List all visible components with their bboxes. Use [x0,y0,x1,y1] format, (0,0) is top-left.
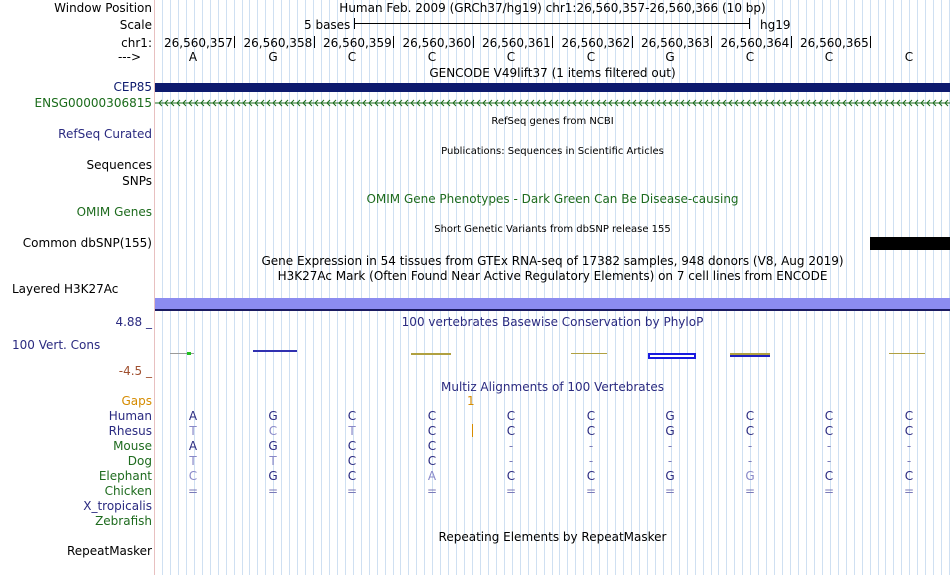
species-label-dog[interactable]: Dog [127,454,152,468]
alignment-base-mouse: - [508,439,514,453]
ruler-position: 26,560,365 [800,36,869,50]
ruler-position: 26,560,359 [323,36,392,50]
gencode-track-title: GENCODE V49lift37 (1 items filtered out) [429,66,676,80]
alignment-base-mouse: - [588,439,594,453]
alignment-base-elephant: C [586,469,596,483]
ruler-tick [234,36,235,48]
alignment-base-dog: - [747,454,753,468]
alignment-base-dog: T [269,454,277,468]
alignment-base-human: C [904,409,914,423]
alignment-base-rhesus: G [665,424,675,438]
alignment-base-chicken: = [187,484,199,498]
ruler-position: 26,560,364 [720,36,790,50]
alignment-base-chicken: = [664,484,676,498]
ruler-position: 26,560,357 [164,36,233,50]
track-label-refseq[interactable]: RefSeq Curated [58,127,152,141]
track-label-snps[interactable]: SNPs [122,174,152,188]
cons-min-label: -4.5 _ [118,364,152,378]
browser-track-image[interactable] [155,0,950,575]
multiz-track-title: Multiz Alignments of 100 Vertebrates [440,380,665,394]
ruler-tick [314,36,315,48]
track-label-omim[interactable]: OMIM Genes [76,205,152,219]
alignment-base-dog: - [906,454,912,468]
alignment-base-dog: - [508,454,514,468]
alignment-base-human: G [665,409,675,423]
sequence-base: C [824,50,834,64]
dbsnp-variant-block[interactable] [870,237,950,250]
scale-bar-left-cap [354,18,355,29]
cons-max-label: 4.88 _ [115,315,152,329]
alignment-base-mouse: C [427,439,437,453]
ruler-position: 26,560,360 [402,36,472,50]
alignment-base-mouse: C [347,439,357,453]
alignment-base-mouse: - [667,439,673,453]
species-label-rhesus[interactable]: Rhesus [108,424,152,438]
scale-bar-right-cap [749,18,750,29]
track-label-repeatmasker[interactable]: RepeatMasker [66,544,152,558]
alignment-base-dog: T [189,454,197,468]
window-position-text: Human Feb. 2009 (GRCh37/hg19) chr1:26,560,357-26,560,366 (10 bp) [339,1,766,15]
alignment-base-chicken: = [426,484,438,498]
ruler-tick [393,36,394,48]
alignment-base-rhesus: C [506,424,516,438]
alignment-base-rhesus: T [189,424,197,438]
track-label-dbsnp[interactable]: Common dbSNP(155) [22,236,152,250]
h3k27ac-track-title: H3K27Ac Mark (Often Found Near Active Regulatory Elements) on 7 cell lines from ENCODE [277,269,828,283]
alignment-base-human: C [427,409,437,423]
alignment-base-dog: - [667,454,673,468]
track-label-ensg[interactable]: ENSG00000306815 [34,96,152,110]
alignment-base-elephant: G [268,469,278,483]
alignment-base-dog: - [826,454,832,468]
cep85-gene-bar[interactable] [155,83,950,92]
alignment-base-elephant: C [904,469,914,483]
alignment-base-chicken: = [346,484,358,498]
publications-track-title: Publications: Sequences in Scientific Articles [441,146,664,157]
sequence-base: A [188,50,198,64]
species-label-elephant[interactable]: Elephant [98,469,152,483]
alignment-base-chicken: = [903,484,915,498]
alignment-base-chicken: = [505,484,517,498]
ruler-tick [791,36,792,48]
assembly-name: hg19 [760,18,791,32]
alignment-base-rhesus: C [586,424,596,438]
alignment-base-chicken: = [267,484,279,498]
alignment-base-human: C [824,409,834,423]
sequence-base: C [745,50,755,64]
sequence-base: C [904,50,914,64]
ruler-tick [870,36,871,48]
track-label-sequences[interactable]: Sequences [86,158,152,172]
strand-arrow-label: ---> [117,50,141,64]
sequence-base: C [347,50,357,64]
alignment-base-mouse: - [906,439,912,453]
alignment-base-elephant: C [347,469,357,483]
alignment-base-dog: C [347,454,357,468]
alignment-base-human: G [268,409,278,423]
track-label-cep85[interactable]: CEP85 [113,80,152,94]
h3k27ac-baseline [155,309,950,311]
alignment-base-elephant: A [427,469,437,483]
phylop-track-title: 100 vertebrates Basewise Conservation by PhyloP [401,315,704,329]
ruler-position: 26,560,363 [641,36,710,50]
sequence-base: C [586,50,596,64]
dbsnp-track-title: Short Genetic Variants from dbSNP release 155 [434,224,671,235]
sequence-base: G [268,50,278,64]
gap-count: 1 [467,394,475,408]
repeatmasker-track-title: Repeating Elements by RepeatMasker [438,530,667,544]
alignment-base-mouse: - [826,439,832,453]
track-label-column [0,0,153,575]
species-label-human[interactable]: Human [108,409,152,423]
alignment-base-dog: C [427,454,437,468]
gtex-track-title: Gene Expression in 54 tissues from GTEx RNA-seq of 17382 samples, 948 donors (V8, Aug 2019) [261,254,844,268]
alignment-base-chicken: = [823,484,835,498]
scale-label: Scale [119,18,152,32]
sequence-base: C [427,50,437,64]
alignment-base-mouse: A [188,439,198,453]
alignment-base-rhesus: C [824,424,834,438]
phylop-conservation-plot[interactable] [155,344,950,364]
scale-bar [354,23,750,24]
sequence-base: C [506,50,516,64]
alignment-base-elephant: C [506,469,516,483]
ruler-tick [552,36,553,48]
scale-bases-text: 5 bases [304,18,351,32]
alignment-base-human: C [506,409,516,423]
window-position-label: Window Position [54,1,152,15]
alignment-base-chicken: = [585,484,597,498]
track-label-cons[interactable]: 100 Vert. Cons [12,338,101,352]
ruler-position: 26,560,362 [561,36,631,50]
ruler-tick [711,36,712,48]
alignment-base-elephant: G [745,469,755,483]
species-label-chicken[interactable]: Chicken [104,484,152,498]
ensg-gene-arrows[interactable] [155,97,950,109]
species-label-x-tropicalis[interactable]: X_tropicalis [83,499,152,513]
h3k27ac-signal-bar[interactable] [155,298,950,309]
alignment-base-rhesus: C [268,424,278,438]
gap-marker [472,424,473,437]
species-label-mouse[interactable]: Mouse [113,439,152,453]
ruler-position: 26,560,361 [482,36,551,50]
ruler-position: 26,560,358 [243,36,313,50]
ruler-tick [473,36,474,48]
ruler-tick [632,36,633,48]
alignment-base-rhesus: C [904,424,914,438]
alignment-base-human: C [586,409,596,423]
alignment-base-human: C [745,409,755,423]
refseq-track-title: RefSeq genes from NCBI [491,116,614,127]
alignment-base-dog: - [588,454,594,468]
track-label-gaps[interactable]: Gaps [121,394,152,408]
chromosome-label: chr1: [121,36,152,50]
species-label-zebrafish[interactable]: Zebrafish [95,514,152,528]
omim-track-title: OMIM Gene Phenotypes - Dark Green Can Be Disease-causing [366,192,739,206]
alignment-base-chicken: = [744,484,756,498]
alignment-base-mouse: - [747,439,753,453]
alignment-base-rhesus: C [427,424,437,438]
alignment-base-elephant: C [824,469,834,483]
alignment-base-human: C [347,409,357,423]
alignment-base-elephant: C [188,469,198,483]
alignment-base-rhesus: T [348,424,356,438]
alignment-base-mouse: G [268,439,278,453]
alignment-base-human: A [188,409,198,423]
track-label-h3k27ac[interactable]: Layered H3K27Ac [12,282,119,296]
sequence-base: G [665,50,675,64]
alignment-base-rhesus: C [745,424,755,438]
alignment-base-elephant: G [665,469,675,483]
